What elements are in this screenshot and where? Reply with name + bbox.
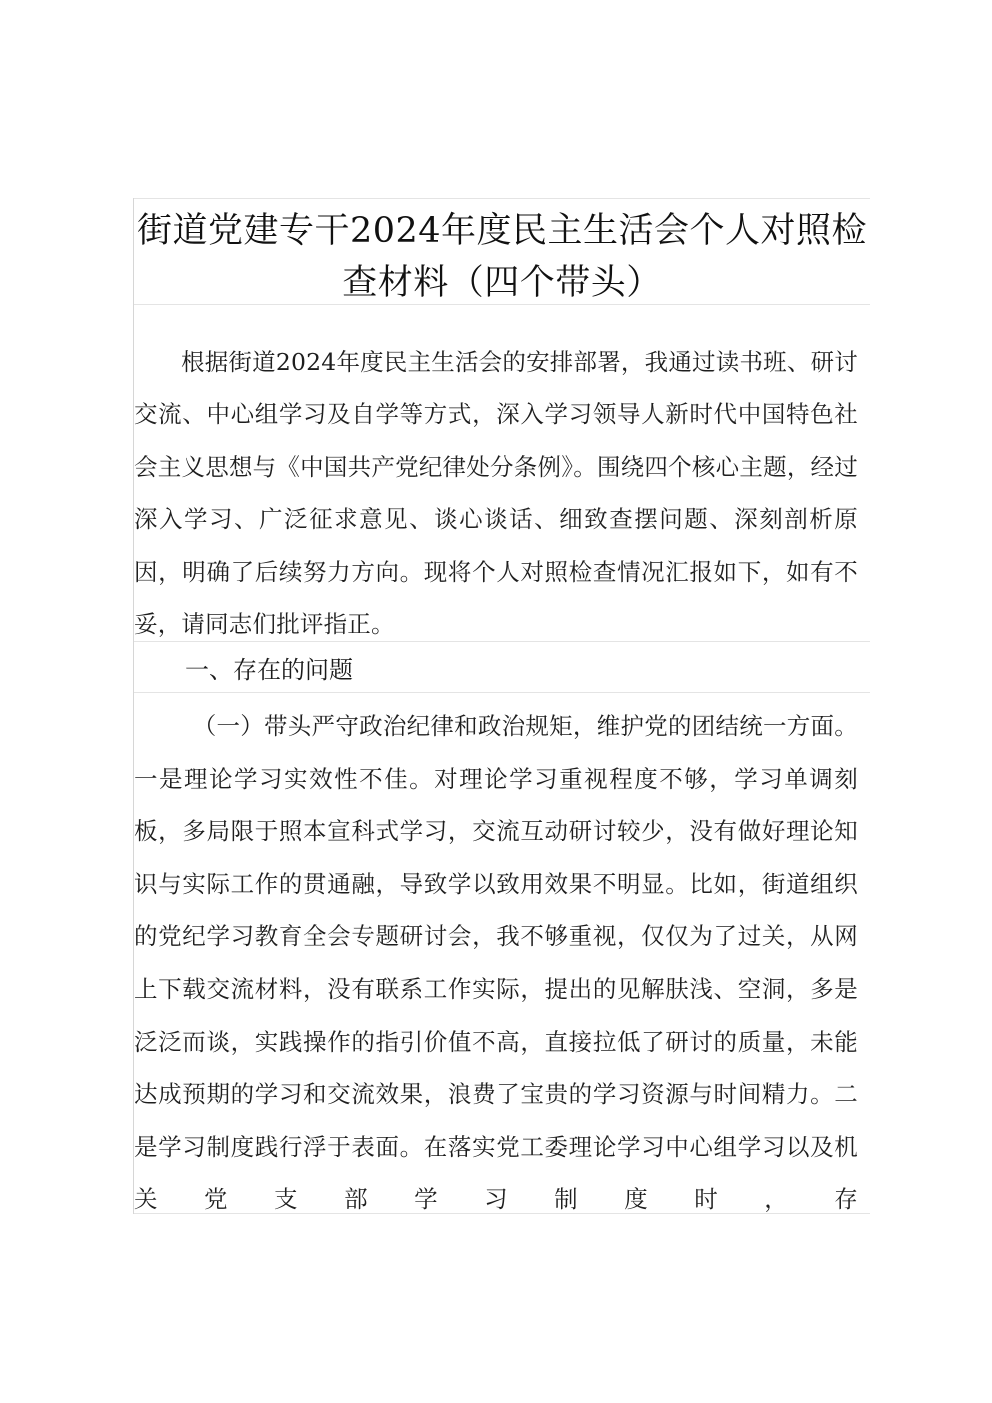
margin-guide-line [134, 198, 870, 199]
title-line-2: 查材料（四个带头） [342, 263, 662, 303]
margin-guide-line [134, 692, 870, 693]
document-title [134, 205, 870, 309]
section-heading: 一、存在的问题 [185, 656, 353, 684]
section-paragraph: （一）带头严守政治纪律和政治规矩，维护党的团结统一方面。一是理论学习实效性不佳。对理论学习重视程度不够，学习单调刻板，多局限于照本宣科式学习，交流互动研讨较少，没有做好理论知识与实际工作的贯通融，导致学以致用效果不明显。比如，街道组织的党纪学习教育全会专题研讨会，我不够重视，仅仅为了过关，从网上下载交流材料，没有联系工作实际，提出的见解肤浅、空洞，多是泛泛而谈，实践操作的指引价值不高，直接拉低了研讨的质量，未能达成预期的学习和交流效果，浪费了宝贵的学习资源与时间精力。二是学习制度践行浮于表面。在落实党工委理论学习中心组学习以及机关党支部学习制度时，存 [134, 712, 858, 1214]
title-line-1: 街道党建专干2024年度民主生活会个人对照检 [136, 211, 868, 251]
intro-paragraph: 根据街道2024年度民主生活会的安排部署，我通过读书班、研讨交流、中心组学习及自学等方式，深入学习领导人新时代中国特色社会主义思想与《中国共产党纪律处分条例》。围绕四个核心主题，经过深入学习、广泛征求意见、谈心谈话、细致查摆问题、深刻剖析原因，明确了后续努力方向。现将个人对照检查情况汇报如下，如有不妥，请同志们批评指正。 [134, 348, 858, 639]
